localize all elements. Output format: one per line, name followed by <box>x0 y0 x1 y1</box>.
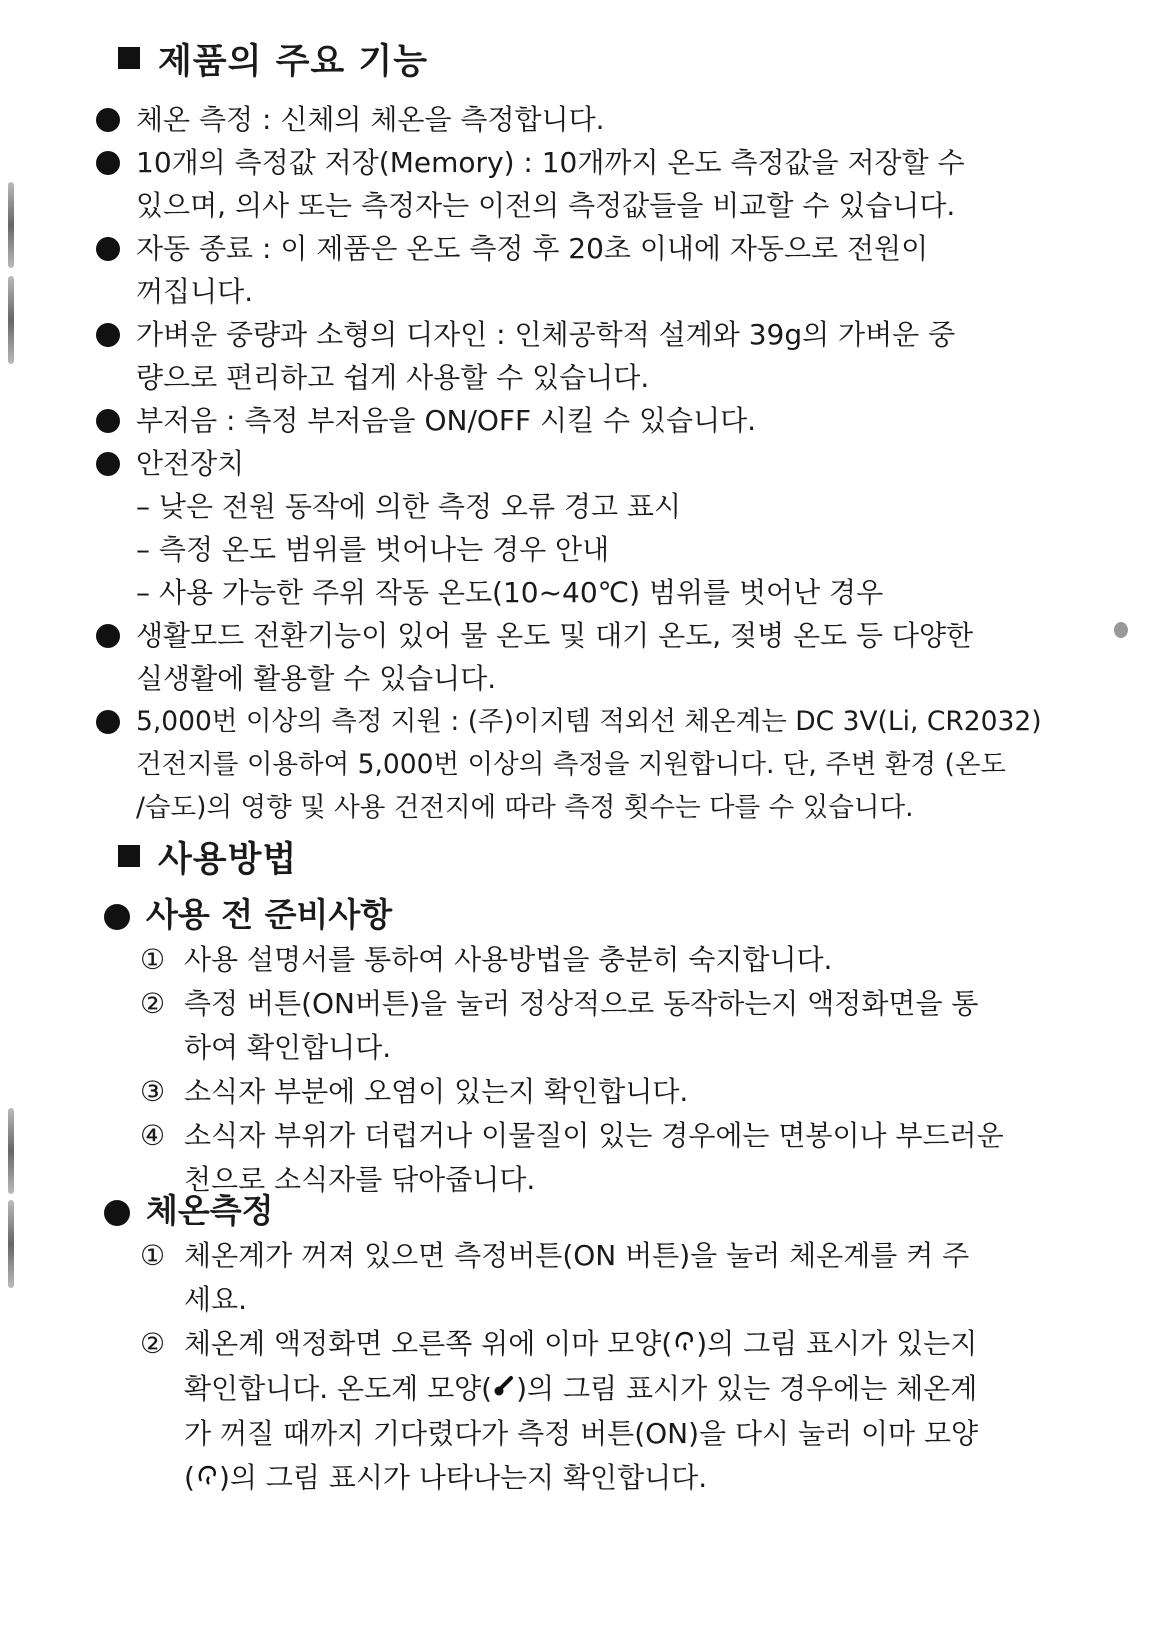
feature-item <box>96 700 1056 829</box>
step-text-part: )의 그림 표시가 나타나는지 확인합니다. <box>218 1461 708 1494</box>
bullet-icon <box>96 108 120 132</box>
step-text: 세요. <box>184 1283 247 1316</box>
feature-item <box>96 313 1056 399</box>
feature-text: 꺼집니다. <box>136 275 254 308</box>
bullet-icon <box>96 237 120 261</box>
step-number: ② <box>140 1327 166 1360</box>
step-text: 가 꺼질 때까지 기다렸다가 측정 버튼(ON)을 다시 눌러 이마 모양 <box>184 1417 979 1450</box>
forehead-icon <box>195 1457 219 1501</box>
section-heading-usage <box>118 832 297 882</box>
safety-subitem: – 낮은 전원 동작에 의한 측정 오류 경고 표시 <box>136 490 682 523</box>
feature-item <box>96 399 1056 442</box>
feature-text: 10개의 측정값 저장(Memory) : 10개까지 온도 측정값을 저장할 수 <box>136 146 965 179</box>
step-text: 하여 확인합니다. <box>184 1031 392 1064</box>
binder-mark <box>8 1200 14 1288</box>
feature-list <box>96 98 1056 829</box>
measure-section <box>104 1188 1064 1501</box>
thermometer-icon <box>492 1368 516 1412</box>
step-number: ① <box>140 943 166 976</box>
step-number: ④ <box>140 1119 166 1152</box>
step-text: 사용 설명서를 통하여 사용방법을 충분히 숙지합니다. <box>184 943 833 976</box>
bullet-icon <box>96 452 120 476</box>
feature-text: /습도)의 영향 및 사용 건전지에 따라 측정 횟수는 다를 수 있습니다. <box>136 792 914 823</box>
feature-text: 체온 측정 : 신체의 체온을 측정합니다. <box>136 103 605 136</box>
section-title: 사용방법 <box>158 840 298 880</box>
binder-mark <box>8 182 14 268</box>
feature-item <box>96 98 1056 141</box>
binder-mark <box>8 276 14 364</box>
feature-item <box>96 614 1056 700</box>
step-text-part: ( <box>184 1461 195 1494</box>
bullet-icon <box>104 904 130 930</box>
step-number: ③ <box>140 1075 166 1108</box>
subsection-title: 사용 전 준비사항 <box>146 895 393 934</box>
section-heading-features <box>118 34 428 84</box>
step-text-part: )의 그림 표시가 있는지 <box>696 1327 978 1360</box>
binder-mark <box>8 1108 14 1194</box>
bullet-icon <box>104 1200 130 1226</box>
bullet-icon <box>96 409 120 433</box>
step-item <box>104 1234 1064 1322</box>
step-text-part: 체온계 액정화면 오른쪽 위에 이마 모양( <box>184 1327 673 1360</box>
step-text-part: )의 그림 표시가 있는 경우에는 체온계 <box>516 1372 978 1405</box>
step-number: ① <box>140 1239 166 1272</box>
step-item <box>104 938 1064 982</box>
safety-subitem: – 측정 온도 범위를 벗어나는 경우 안내 <box>136 533 610 566</box>
feature-text: 자동 종료 : 이 제품은 온도 측정 후 20초 이내에 자동으로 전원이 <box>136 232 929 265</box>
feature-text: 실생활에 활용할 수 있습니다. <box>136 662 497 695</box>
prep-section <box>104 892 1064 1202</box>
feature-text: 생활모드 전환기능이 있어 물 온도 및 대기 온도, 젖병 온도 등 다양한 <box>136 619 974 652</box>
step-text: 천으로 소식자를 닦아줍니다. <box>184 1163 536 1196</box>
step-text-part: 확인합니다. 온도계 모양( <box>184 1372 493 1405</box>
feature-item <box>96 227 1056 313</box>
safety-subitem: – 사용 가능한 주위 작동 온도(10~40℃) 범위를 벗어난 경우 <box>136 576 884 609</box>
punch-hole-mark <box>1114 622 1128 638</box>
subsection-heading <box>104 892 1064 938</box>
feature-text: 5,000번 이상의 측정 지원 : (주)이지템 적외선 체온계는 DC 3V(Li, CR2032) <box>136 706 1042 737</box>
subsection-title: 체온측정 <box>146 1191 274 1230</box>
feature-item <box>96 141 1056 227</box>
step-text: 체온계가 꺼져 있으면 측정버튼(ON 버튼)을 눌러 체온계를 켜 주 <box>184 1239 970 1272</box>
feature-text: 량으로 편리하고 쉽게 사용할 수 있습니다. <box>136 361 650 394</box>
feature-text: 건전지를 이용하여 5,000번 이상의 측정을 지원합니다. 단, 주변 환경 (온도 <box>136 749 1007 780</box>
bullet-icon <box>96 151 120 175</box>
feature-text: 있으며, 의사 또는 측정자는 이전의 측정값들을 비교할 수 있습니다. <box>136 189 956 222</box>
step-text <box>184 1456 1064 1501</box>
bullet-icon <box>96 624 120 648</box>
step-item <box>104 1070 1064 1114</box>
step-text <box>184 1367 1064 1412</box>
section-title: 제품의 주요 기능 <box>158 42 429 82</box>
step-text: 소식자 부위가 더럽거나 이물질이 있는 경우에는 면봉이나 부드러운 <box>184 1119 1004 1152</box>
square-bullet-icon <box>118 845 140 867</box>
feature-text: 안전장치 <box>136 447 245 480</box>
bullet-icon <box>96 323 120 347</box>
step-text: 소식자 부분에 오염이 있는지 확인합니다. <box>184 1075 689 1108</box>
bullet-icon <box>96 710 120 734</box>
step-item <box>104 1322 1064 1501</box>
step-text <box>184 1322 1064 1367</box>
feature-item-safety <box>96 442 1056 485</box>
step-text: 측정 버튼(ON버튼)을 눌러 정상적으로 동작하는지 액정화면을 통 <box>184 987 979 1020</box>
feature-text: 가벼운 중량과 소형의 디자인 : 인체공학적 설계와 39g의 가벼운 중 <box>136 318 956 351</box>
step-item <box>104 982 1064 1070</box>
feature-text: 부저음 : 측정 부저음을 ON/OFF 시킬 수 있습니다. <box>136 404 757 437</box>
subsection-heading <box>104 1188 1064 1234</box>
step-number: ② <box>140 987 166 1020</box>
forehead-icon <box>672 1323 696 1367</box>
square-bullet-icon <box>118 47 140 69</box>
